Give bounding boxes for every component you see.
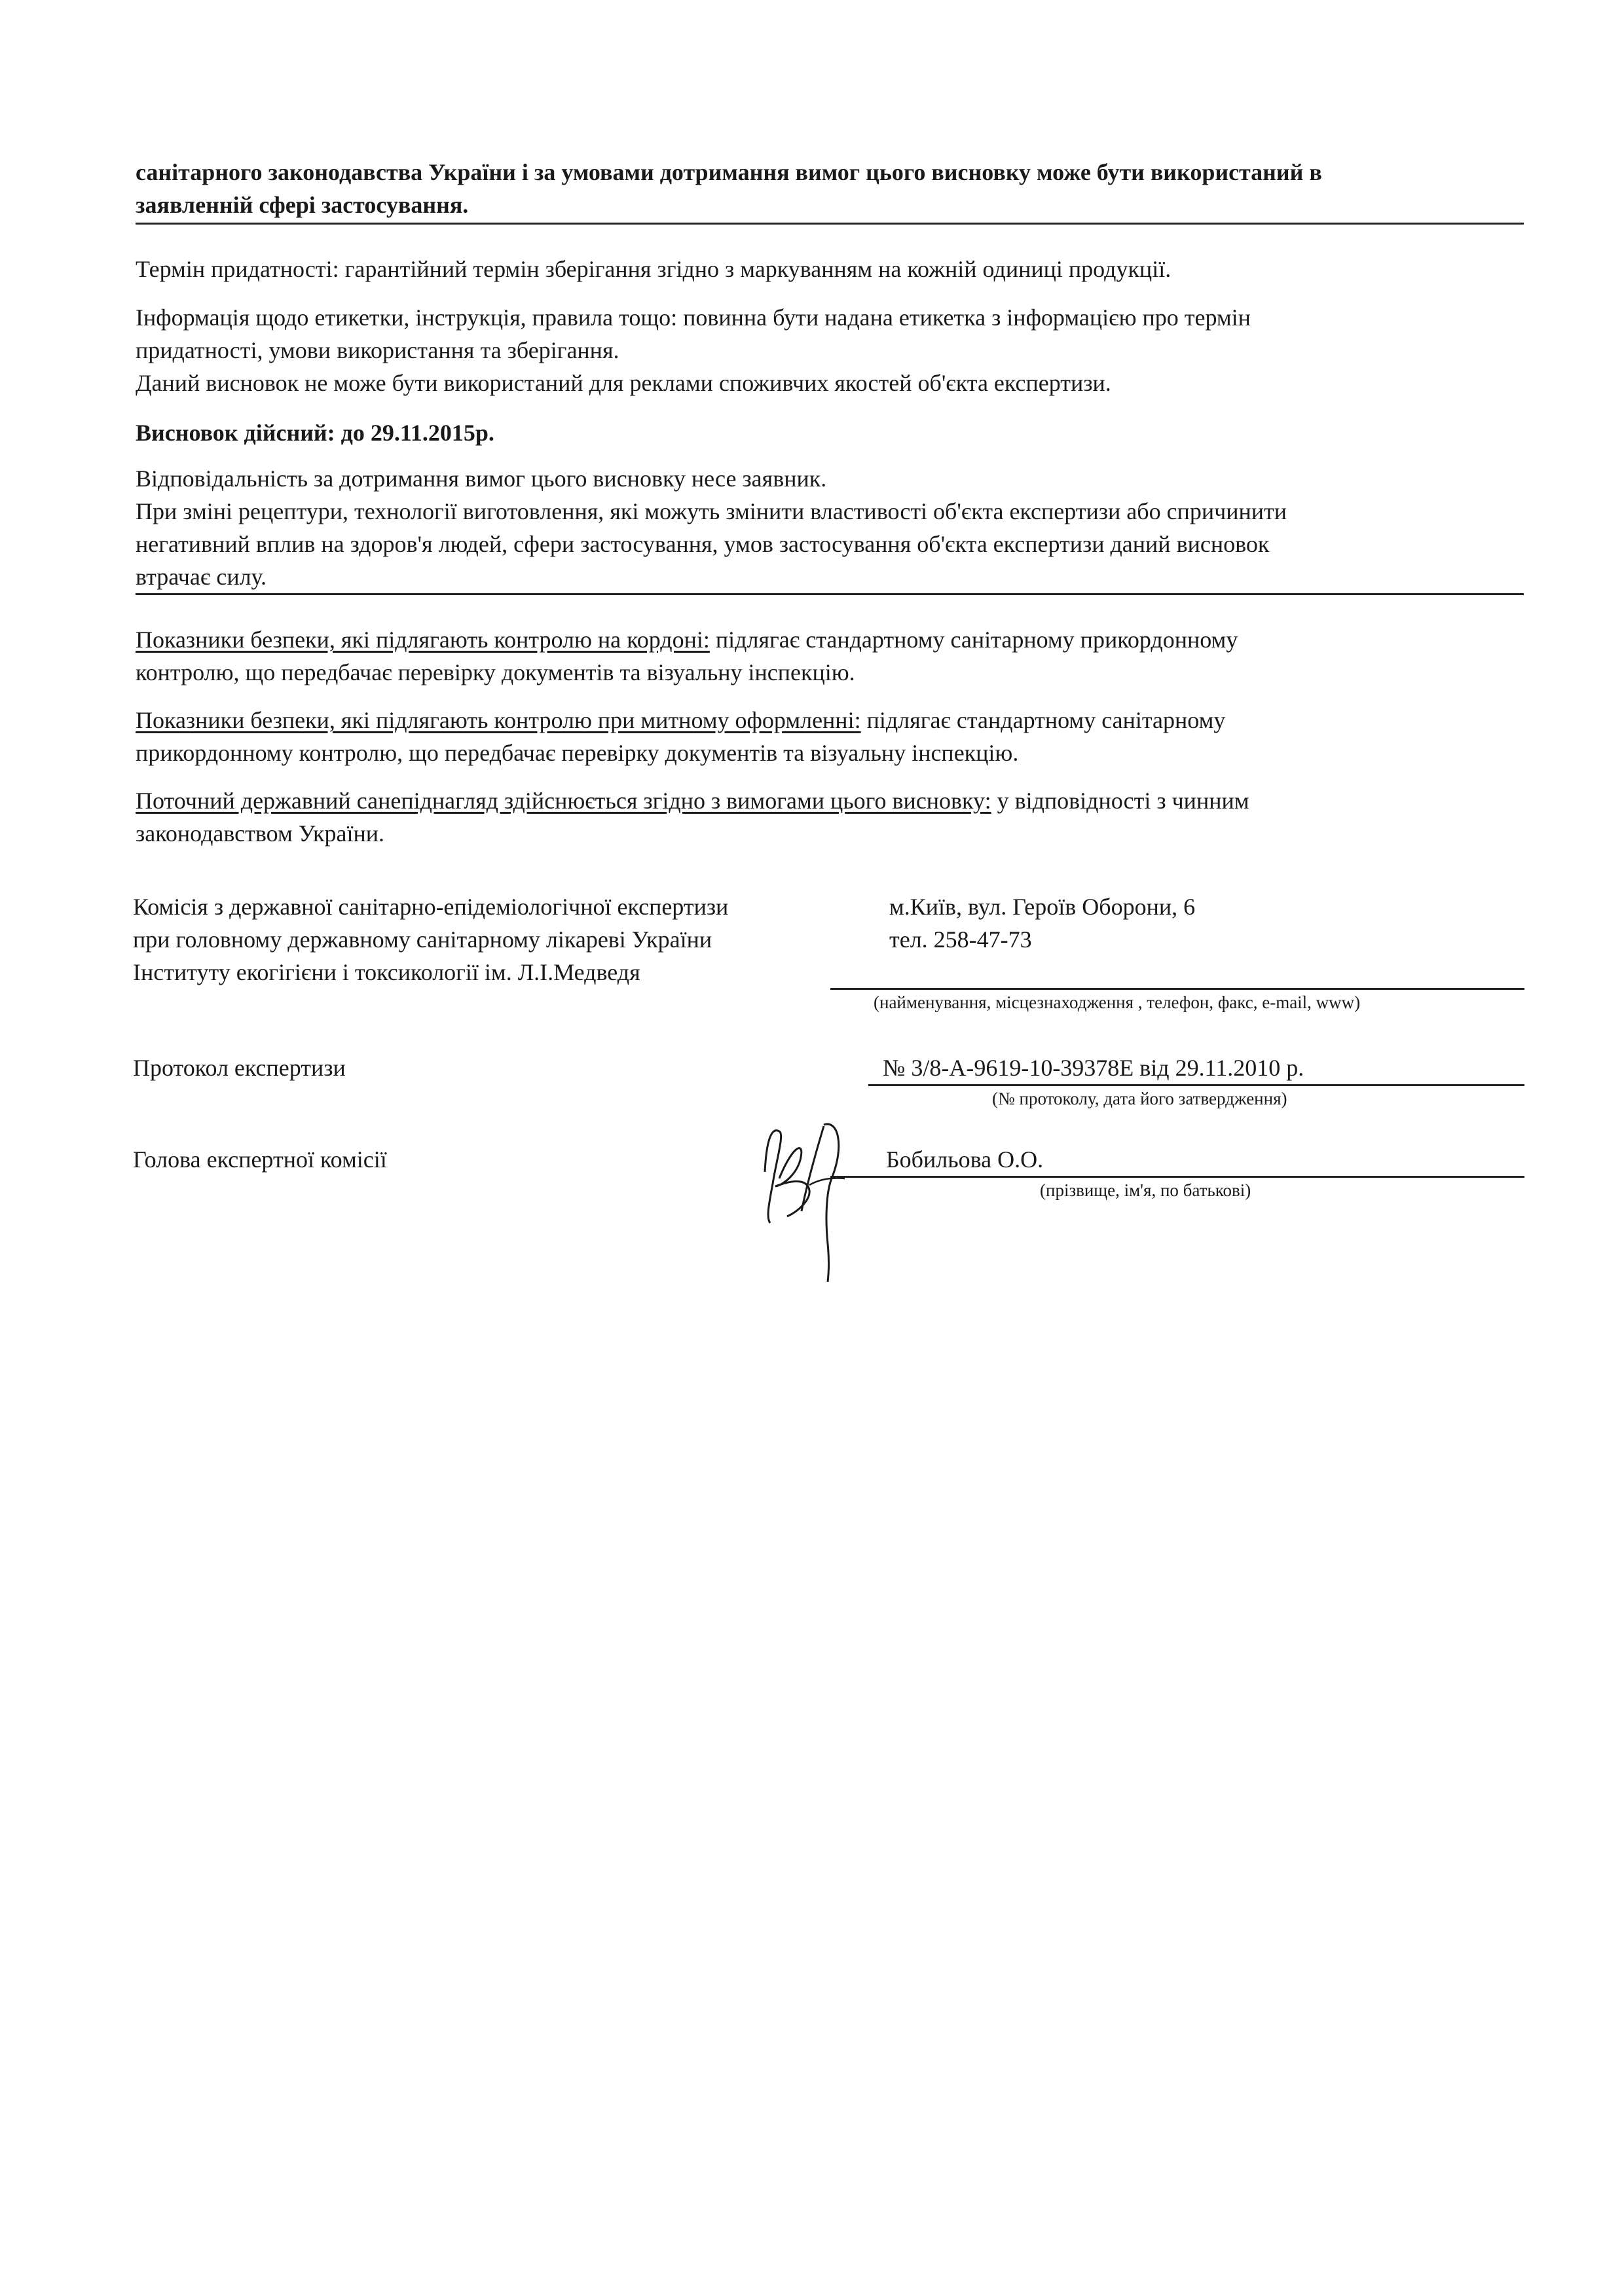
customs-control-text-1: підлягає стандартному санітарному xyxy=(860,707,1226,733)
shelf-life-line: Термін придатності: гарантійний термін зберігання згідно з маркуванням на кожній одиниці продукції. xyxy=(136,256,1172,282)
border-control-heading: Показники безпеки, які підлягають контролю на кордоні: xyxy=(136,627,710,653)
label-info-line-1: Інформація щодо етикетки, інструкція, правила тощо: повинна бути надана етикетка з інформацією про термін xyxy=(136,304,1251,331)
commission-name xyxy=(133,890,728,989)
label-info-line-2: придатності, умови використання та зберігання. xyxy=(136,337,619,363)
commission-contacts xyxy=(889,890,1195,956)
top-bold-paragraph xyxy=(136,156,1524,221)
supervision-heading: Поточний державний санепіднагляд здійснюється згідно з вимогами цього висновку: xyxy=(136,788,991,814)
label-info-paragraph xyxy=(136,301,1524,399)
supervision-text-1: у відповідності з чинним xyxy=(991,788,1249,814)
commission-underline xyxy=(830,988,1524,990)
supervision-paragraph xyxy=(136,784,1524,850)
responsibility-line-1: Відповідальність за дотримання вимог цього висновку несе заявник. xyxy=(136,465,827,492)
border-control-paragraph xyxy=(136,623,1524,689)
responsibility-line-4: втрачає силу. xyxy=(136,564,267,590)
valid-until-line: Висновок дійсний: до 29.11.2015р. xyxy=(136,420,494,446)
protocol-caption: (№ протоколу, дата його затвердження) xyxy=(992,1089,1287,1108)
top-bold-line-2: заявленній сфері застосування. xyxy=(136,192,469,218)
supervision-text-2: законодавством України. xyxy=(136,820,385,847)
customs-control-heading: Показники безпеки, які підлягають контролю при митному оформленні: xyxy=(136,707,861,733)
border-control-text-1: підлягає стандартному санітарному прикордонному xyxy=(709,627,1238,653)
responsibility-line-3: негативний вплив на здоров'я людей, сфери застосування, умов застосування об'єкта експертизи даний висновок xyxy=(136,531,1270,557)
commission-address: м.Київ, вул. Героїв Оборони, 6 xyxy=(889,894,1196,920)
top-bold-line-1: санітарного законодавства України і за умовами дотримання вимог цього висновку може бути використаний в xyxy=(136,159,1322,185)
head-caption: (прізвище, ім'я, по батькові) xyxy=(1040,1180,1251,1200)
head-underline xyxy=(830,1176,1524,1178)
valid-until xyxy=(136,416,1524,449)
commission-line-3: Інституту екогігієни і токсикології ім. Л.І.Медведя xyxy=(133,959,640,985)
divider-top xyxy=(136,223,1524,225)
responsibility-line-2: При зміні рецептури, технології виготовлення, які можуть змінити властивості об'єкта експертизи або спричинити xyxy=(136,498,1287,524)
responsibility-paragraph xyxy=(136,462,1524,593)
shelf-life-text xyxy=(136,253,1524,285)
protocol-underline xyxy=(868,1084,1524,1086)
protocol-value: № 3/8-А-9619-10-39378Е від 29.11.2010 р. xyxy=(883,1055,1304,1081)
label-info-line-3: Даний висновок не може бути використаний для реклами споживчих якостей об'єкта експертизи. xyxy=(136,370,1111,396)
commission-phone: тел. 258-47-73 xyxy=(889,926,1032,953)
customs-control-text-2: прикордонному контролю, що передбачає перевірку документів та візуальну інспекцію. xyxy=(136,740,1019,766)
commission-line-1: Комісія з державної санітарно-епідеміологічної експертизи xyxy=(133,894,729,920)
border-control-text-2: контролю, що передбачає перевірку документів та візуальну інспекцію. xyxy=(136,659,855,685)
commission-caption: (найменування, місцезнаходження , телефон, факс, e-mail, www) xyxy=(874,993,1361,1012)
protocol-label: Протокол експертизи xyxy=(133,1055,346,1081)
head-name: Бобильова О.О. xyxy=(886,1146,1044,1173)
signature-mark xyxy=(747,1106,877,1283)
divider-middle xyxy=(136,593,1524,595)
head-label: Голова експертної комісії xyxy=(133,1146,387,1173)
customs-control-paragraph xyxy=(136,704,1524,769)
commission-line-2: при головному державному санітарному лікареві України xyxy=(133,926,712,953)
